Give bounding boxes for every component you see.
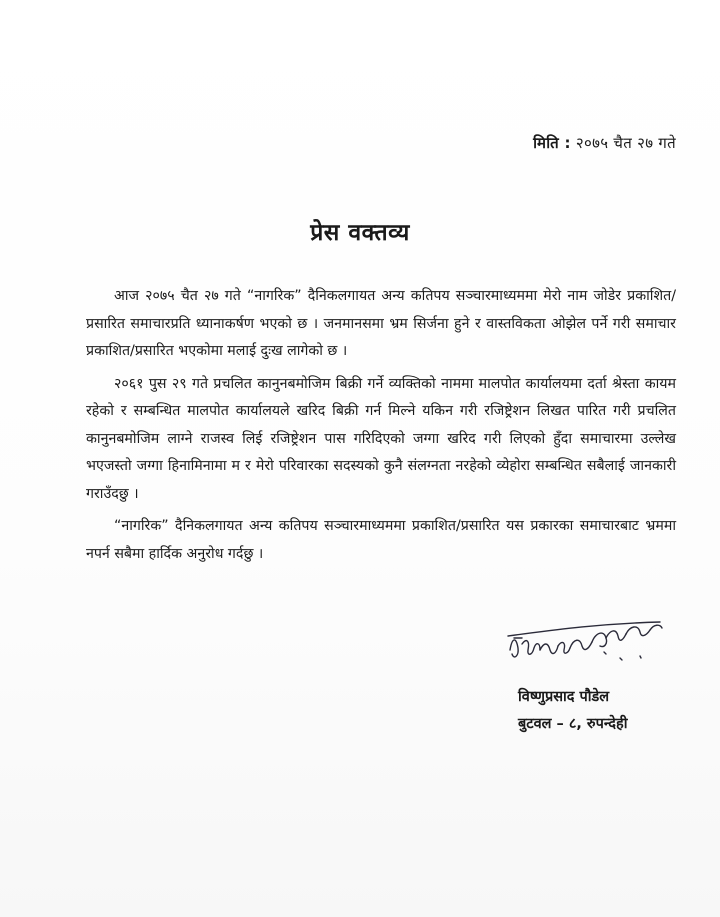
- paragraph-3: “नागरिक” दैनिकलगायत अन्य कतिपय सञ्चारमाध्यममा प्रकाशित/प्रसारित यस प्रकारका समाचारबाट भ्रममा नपर्न सबैमा हार्दिक अनुरोध गर्दछु ।: [86, 518, 676, 562]
- handwritten-signature: [500, 608, 670, 678]
- signer-block: [518, 684, 627, 738]
- date-value: २०७५ चैत २७ गते: [575, 134, 676, 152]
- paragraph-1: आज २०७५ चैत २७ गते “नागरिक” दैनिकलगायत अन्य कतिपय सञ्चारमाध्यममा मेरो नाम जोडेर प्रकाशित/प्रसारित समाचारप्रति ध्यानाकर्षण भएको छ । जनमानसमा भ्रम सिर्जना हुने र वास्तविकता ओझेल पर्ने गरी समाचार प्रकाशित/प्रसारित भएकोमा मलाई दुःख लागेको छ ।: [86, 288, 676, 359]
- signer-name: विष्णुप्रसाद पौडेल: [518, 689, 610, 705]
- date-line: [533, 133, 676, 153]
- signer-address: बुटवल – ८, रुपन्देही: [518, 716, 628, 732]
- statement-body: [86, 283, 676, 573]
- date-label: मिति :: [533, 134, 571, 152]
- document-title: प्रेस वक्तव्य: [310, 220, 410, 246]
- paragraph-2: २०६१ पुस २९ गते प्रचलित कानुनबमोजिम बिक्री गर्ने व्यक्तिको नाममा मालपोत कार्यालयमा दर्ता श्रेस्ता कायम रहेको र सम्बन्धित मालपोत कार्यालयले खरिद बिक्री गर्न मिल्ने यकिन गरी रजिष्ट्रेशन लिखत पारित गरी प्रचलित कानुनबमोजिम लाग्ने राजस्व लिई रजिष्ट्रेशन पास गरिदिएको जग्गा खरिद गरी लिएको हुँदा समाचारमा उल्लेख भएजस्तो जग्गा हिनामिनामा म र मेरो परिवारका सदस्यको कुनै संलग्नता नरहेको व्येहोरा सम्बन्धित सबैलाई जानकारी गराउँदछु ।: [86, 375, 676, 502]
